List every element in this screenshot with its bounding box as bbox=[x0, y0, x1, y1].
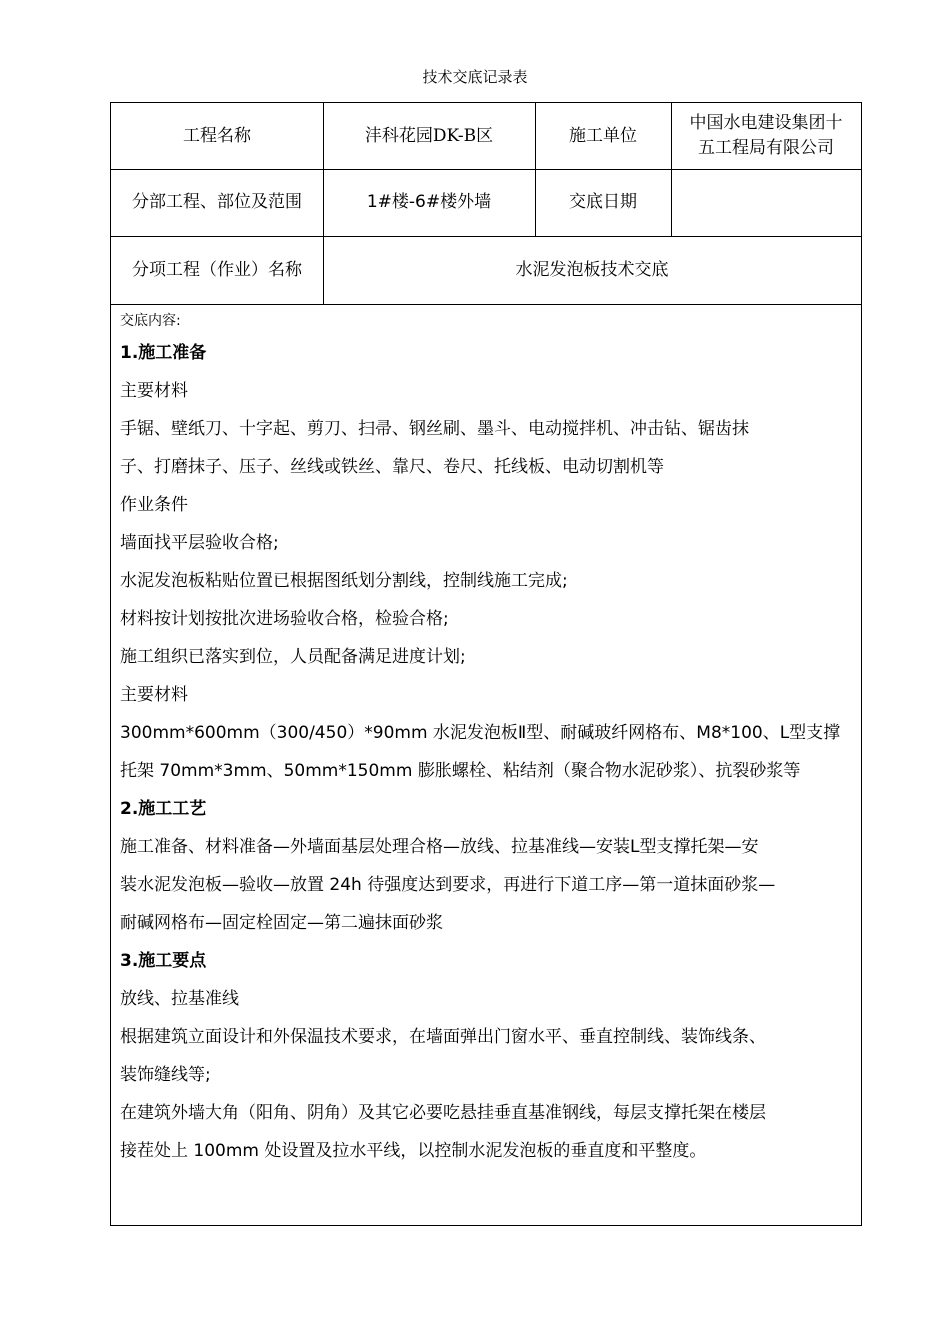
record-table bbox=[110, 102, 862, 1226]
construction-unit-line-2: 五工程局有限公司 bbox=[698, 138, 834, 158]
content-line: 手锯、壁纸刀、十字起、剪刀、扫帚、钢丝刷、墨斗、电动搅拌机、冲击钻、锯齿抹 bbox=[120, 419, 749, 439]
content-line: 耐碱网格布—固定栓固定—第二遍抹面砂浆 bbox=[120, 913, 443, 933]
content-line: 子、打磨抹子、压子、丝线或铁丝、靠尺、卷尺、托线板、电动切割机等 bbox=[120, 457, 664, 477]
date-label: 交底日期 bbox=[569, 192, 637, 212]
construction-unit-line-1: 中国水电建设集团十 bbox=[689, 113, 843, 133]
content-line: 装水泥发泡板—验收—放置 24h 待强度达到要求，再进行下道工序—第一道抹面砂浆— bbox=[120, 875, 776, 895]
project-name-label: 工程名称 bbox=[183, 125, 251, 146]
disclosure-content bbox=[120, 308, 854, 1170]
content-line: 施工准备、材料准备—外墙面基层处理合格—放线、拉基准线—安装L型支撑托架—安 bbox=[120, 837, 759, 857]
content-line: 接茬处上 100mm 处设置及拉水平线，以控制水泥发泡板的垂直度和平整度。 bbox=[120, 1141, 707, 1161]
content-line: 水泥发泡板粘贴位置已根据图纸划分割线，控制线施工完成; bbox=[120, 571, 568, 591]
content-line: 施工组织已落实到位，人员配备满足进度计划; bbox=[120, 647, 466, 667]
document-title: 技术交底记录表 bbox=[422, 68, 528, 86]
content-line: 作业条件 bbox=[120, 495, 188, 515]
project-name-value: 沣科花园DK-B区 bbox=[364, 125, 494, 146]
date-value bbox=[671, 169, 861, 236]
section-heading: 2.施工工艺 bbox=[120, 799, 207, 819]
section-heading: 1.施工准备 bbox=[120, 343, 207, 363]
item-value: 水泥发泡板技术交底 bbox=[515, 259, 669, 280]
content-line: 根据建筑立面设计和外保温技术要求，在墙面弹出门窗水平、垂直控制线、装饰线条、 bbox=[120, 1027, 766, 1047]
scope-value: 1#楼-6#楼外墙 bbox=[366, 192, 492, 212]
content-line: 墙面找平层验收合格; bbox=[120, 533, 279, 553]
item-label: 分项工程（作业）名称 bbox=[132, 259, 302, 280]
content-line: 在建筑外墙大角（阳角、阴角）及其它必要吃悬挂垂直基准钢线，每层支撑托架在楼层 bbox=[120, 1103, 766, 1123]
content-line: 主要材料 bbox=[120, 685, 188, 705]
section-heading: 3.施工要点 bbox=[120, 951, 207, 971]
content-line: 主要材料 bbox=[120, 381, 188, 401]
content-line: 材料按计划按批次进场验收合格，检验合格; bbox=[120, 609, 449, 629]
content-line: 托架 70mm*3mm、50mm*150mm 膨胀螺栓、粘结剂（聚合物水泥砂浆）、抗裂砂浆等 bbox=[120, 761, 801, 781]
content-intro: 交底内容: bbox=[120, 313, 181, 329]
construction-unit-label: 施工单位 bbox=[569, 125, 637, 146]
content-line: 装饰缝线等; bbox=[120, 1065, 211, 1085]
scope-label: 分部工程、部位及范围 bbox=[132, 192, 302, 212]
content-line: 300mm*600mm（300/450）*90mm 水泥发泡板Ⅱ型、耐碱玻纤网格布、M8*100、L型支撑 bbox=[120, 723, 841, 743]
content-line: 放线、拉基准线 bbox=[120, 989, 239, 1009]
table-row-divider bbox=[111, 304, 861, 305]
construction-unit-value bbox=[671, 103, 861, 169]
